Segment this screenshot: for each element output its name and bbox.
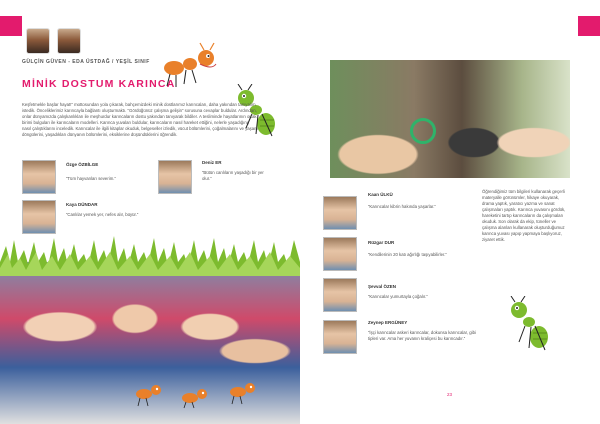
kid-photo — [323, 237, 357, 271]
kid-photo — [323, 320, 357, 354]
kid-quote: “Tüm hayvanları severim.” — [66, 176, 116, 181]
kid-name: Kaan ÜLKÜ — [368, 192, 393, 197]
kid-quote: “Kendilerinin 20 katı ağırlığı taşıyabilirler.” — [368, 252, 447, 257]
kid-quote: “Canlılar yemek yer, nefes alır, büyür.” — [66, 212, 139, 217]
page-number: 23 — [447, 392, 453, 397]
kid-photo — [323, 278, 357, 312]
intro-paragraph: Keşfetmekle başlar hayat!” mottosundan yola çıkarak, bahçemizdeki minik dostlarımız karıncaları, daha yakından tanıyalım istedik. Önceliklerimiz karıncayla bağlantı oluşturmaktı. “Gördüğünüz çalışma gelişin” sorusuna cevaplar buldular. Ardından, onlar dünyamızda çalışkanlıkları ile meşhurdur karıncaların dostu yakından tanıyarak bildiler. A tesliminde hayatlarının ortak birimi bulguları ile karıncaların modelleri. Karınca yuvaları buldular, karıncaların nasıl hareket ettiğini, nelerle yaşadığını, nasıl çalıştıklarını inceledik. Karıncalar ile ilgili kitaplar okuduk, belgeseller izledik, vücut bölümlerini, çoğalmalarını ve yaşam döngülerini, yaşadıkları dünyanın bölümlerini, eksiklerine düşündüklerini öğrendik. — [22, 102, 258, 137]
kid-quote: “İşçi karıncalar askeri karıncalar, dokunsa karıncalar, gibi tipleri var. Ama her yuvanın kraliçesi bu karıncadır.” — [368, 330, 476, 341]
kid-photo — [22, 200, 56, 234]
magnifier-icon — [410, 118, 436, 144]
kid-quote: “Karıncalar kibrin hakında yaşarlar.” — [368, 204, 436, 209]
kid-name: Deniz ER — [202, 160, 222, 165]
kid-name: Kaya DÜNDAR — [66, 202, 98, 207]
orange-ants-row — [130, 370, 280, 410]
kid-quote: “Bütün canlıların yaşadığı bir yer olur.” — [202, 170, 264, 181]
tree-investigation-photo — [330, 60, 570, 178]
orange-ant-illustration — [160, 42, 220, 90]
kid-photo — [323, 196, 357, 230]
kid-name: Rüzgar DUR — [368, 240, 395, 245]
green-ant-illustration — [505, 296, 553, 352]
closing-paragraph: Öğrendiğimiz tüm bilgileri kullanarak geçerli materyalle görünümler, hikaye okuyarak, drama yaptık, yaratıcı yazma ve sanat çalışmaları yaptık. Karınca yuvasını gördük, hareketini tartıp karıncaların da çalışmaları okuduk. Son olarak da ekip, tüneller ve çalışma alanları kullanarak oluşturduğumuz karınca yuvası yapıp yapmaya başlıyoruz, ziyaret ettik. — [482, 189, 566, 242]
author-photo — [26, 28, 50, 54]
grass-decoration — [0, 232, 300, 276]
corner-tab-right — [578, 16, 600, 36]
kid-quote: “Karıncalar yumurtayla çoğalır.” — [368, 294, 428, 299]
kid-photo — [158, 160, 192, 194]
article-title: MİNİK DOSTUM KARINCA — [22, 78, 176, 90]
kid-name: Özge ÖZBİLGE — [66, 162, 99, 167]
authors-line: GÜLÇİN GÜVEN - EDA ÜSTDAĞ / YEŞİL SINIF — [22, 59, 150, 65]
kid-photo — [22, 160, 56, 194]
kid-name: Zeynep ERGÜNEY — [368, 320, 408, 325]
corner-tab-left — [0, 16, 22, 36]
author-photo — [57, 28, 81, 54]
kid-name: Şevval ÖZEN — [368, 284, 397, 289]
